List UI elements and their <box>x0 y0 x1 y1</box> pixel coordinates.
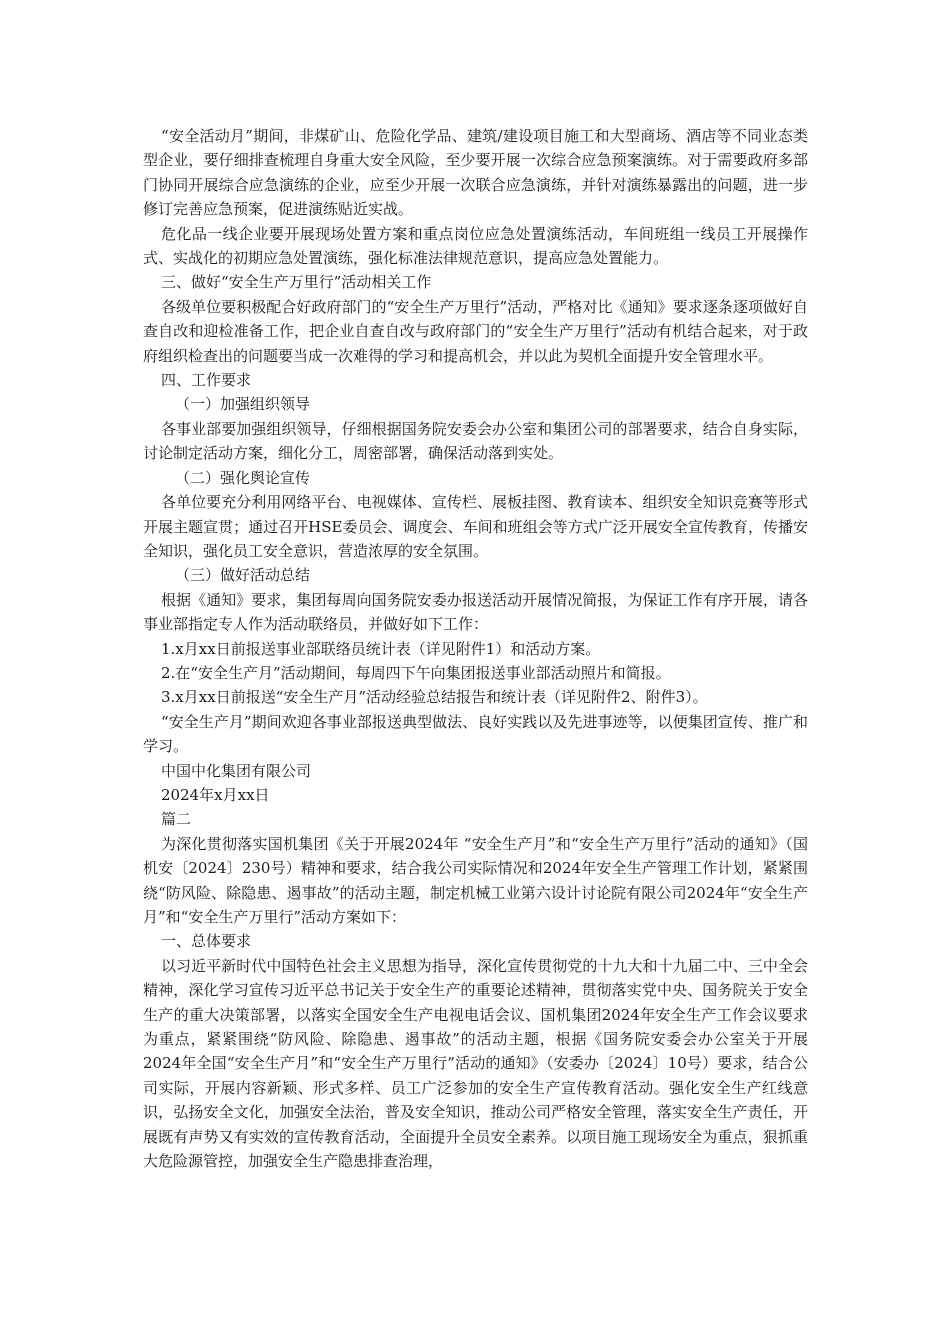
list-item-2: 2.在“安全生产月”活动期间，每周四下午向集团报送事业部活动照片和简报。 <box>161 663 671 682</box>
paragraph-emergency-drill: “安全活动月”期间，非煤矿山、危险化学品、建筑/建设项目施工和大型商场、酒店等不同业态类型企业，要仔细排查梳理自身重大安全风险，至少要开展一次综合应急预案演练。对于需要政府多部门协同开展综合应急演练的企业，应至少开展一次联合应急演练，并针对演练暴露出的问题，进一步修订完善应急预案，促进演练贴近实战。 <box>143 127 808 219</box>
list-item-3: 3.x月xx日前报送“安全生产月”活动经验总结报告和统计表（详见附件2、附件3）。 <box>161 688 708 707</box>
paragraph-cooperation: 各级单位要积极配合好政府部门的“安全生产万里行”活动，严格对比《通知》要求逐条逐项做好自查自改和迎检准备工作，把企业自查自改与政府部门的“安全生产万里行”活动有机结合起来，对于政府组织检查出的问题要当成一次难得的学习和提高机会，并以此为契机全面提升安全管理水平。 <box>143 297 808 365</box>
paragraph-hazchem-drill: 危化品一线企业要开展现场处置方案和重点岗位应急处置演练活动，车间班组一线员工开展操作式、实战化的初期应急处置演练，强化标准法律规范意识，提高应急处置能力。 <box>143 224 808 268</box>
list-item-1: 1.x月xx日前报送事业部联络员统计表（详见附件1）和活动方案。 <box>161 639 601 658</box>
part-two-heading: 篇二 <box>161 810 192 829</box>
paragraph-welcome: “安全生产月”期间欢迎各事业部报送典型做法、良好实践以及先进事迹等，以便集团宣传、推广和学习。 <box>143 712 808 756</box>
document-page <box>143 124 808 1173</box>
section-heading-3: 三、做好“安全生产万里行”活动相关工作 <box>161 273 432 292</box>
subheading-2: （二）强化舆论宣传 <box>175 468 311 487</box>
signature-date: 2024年x月xx日 <box>161 785 270 804</box>
section-heading-4: 四、工作要求 <box>161 371 252 390</box>
paragraph-part-two-intro: 为深化贯彻落实国机集团《关于开展2024年 “安全生产月”和“安全生产万里行”活动的通知》（国机安〔2024〕230号）精神和要求，结合我公司实际情况和2024年安全生产管理工作计划，紧紧围绕“防风险、除隐患、遏事故”的活动主题，制定机械工业第六设计讨论院有限公司2024年“安全生产月”和“安全生产万里行”活动方案如下： <box>143 834 808 926</box>
subheading-3: （三）做好活动总结 <box>175 566 311 585</box>
paragraph-leadership: 各事业部要加强组织领导，仔细根据国务院安委会办公室和集团公司的部署要求，结合自身实际，讨论制定活动方案，细化分工，周密部署，确保活动落到实处。 <box>143 419 808 463</box>
signature-company: 中国中化集团有限公司 <box>161 761 312 780</box>
section-heading-general: 一、总体要求 <box>161 932 252 951</box>
subheading-1: （一）加强组织领导 <box>175 395 311 414</box>
paragraph-general-requirements: 以习近平新时代中国特色社会主义思想为指导，深化宣传贯彻党的十九大和十九届二中、三中全会精神，深化学习宣传习近平总书记关于安全生产的重要论述精神，贯彻落实党中央、国务院关于安全生产的重大决策部署，以落实全国安全生产电视电话会议、国机集团2024年安全生产工作会议要求为重点，紧紧围绕“防风险、除隐患、遏事故”的活动主题，根据《国务院安委会办公室关于开展2024年全国“安全生产月”和“安全生产万里行”活动的通知》（安委办〔2024〕10号）要求，结合公司实际，开展内容新颖、形式多样、员工广泛参加的安全生产宣传教育活动。强化安全生产红线意识，弘扬安全文化，加强安全法治，普及安全知识，推动公司严格安全管理，落实安全生产责任，开展既有声势又有实效的宣传教育活动，全面提升全员安全素养。以项目施工现场安全为重点，狠抓重大危险源管控，加强安全生产隐患排查治理， <box>143 956 808 1171</box>
paragraph-publicity: 各单位要充分利用网络平台、电视媒体、宣传栏、展板挂图、教育读本、组织安全知识竞赛等形式开展主题宣贯；通过召开HSE委员会、调度会、车间和班组会等方式广泛开展安全宣传教育，传播安全知识，强化员工安全意识，营造浓厚的安全氛围。 <box>143 493 808 560</box>
paragraph-summary: 根据《通知》要求，集团每周向国务院安委办报送活动开展情况简报，为保证工作有序开展，请各事业部指定专人作为活动联络员，并做好如下工作： <box>143 590 808 634</box>
